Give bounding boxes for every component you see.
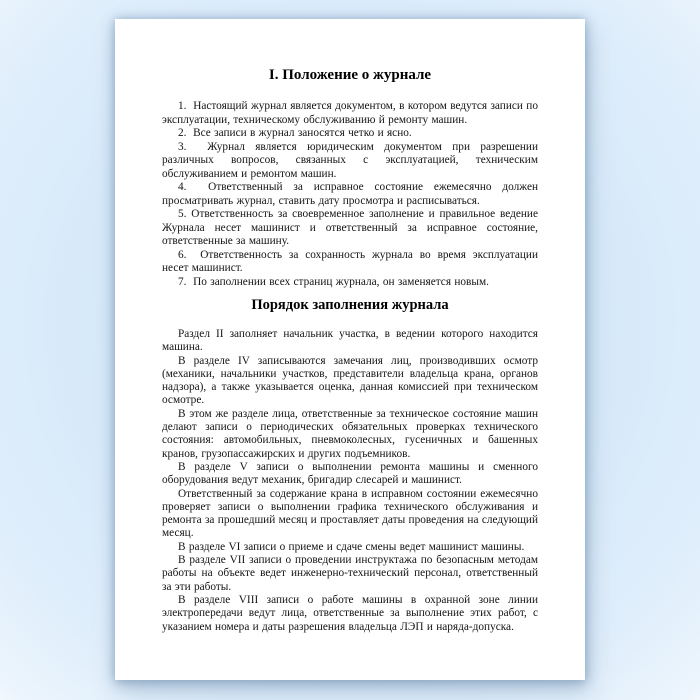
regulation-item: 5. Ответственность за своевременное заполнение и правильное ведение Журнала несет машинист и ответственный за исправное состояние, ответственные за машину. — [162, 208, 538, 247]
regulation-item: 1. Настоящий журнал является документом, в котором ведутся записи по эксплуатации, техническому обслуживанию й ремонту машин. — [162, 100, 538, 126]
regulation-item: 3. Журнал является юридическим документом при разрешении различных вопросов, связанных с эксплуатацией, техническим обслуживанием и ремонтом машин. — [162, 140, 538, 180]
procedure-paragraph: В этом же разделе лица, ответственные за техническое состояние машин делают записи о периодических обязательных проверках технического состояния: автомобильных, пневмоколесных, гусеничных и башенных кранов, грузопассажирских и других подъемников. — [162, 407, 538, 460]
procedure-paragraph: В разделе V записи о выполнении ремонта машины и сменного оборудования ведут механик, бригадир слесарей и машинист. — [162, 460, 538, 487]
page-title-regulations: I. Положение о журнале — [268, 67, 432, 83]
procedure-paragraph: Ответственный за содержание крана в исправном состоянии ежемесячно проверяет записи о выполнении графика технического обслуживания и ремонта за прошедший месяц и проставляет даты проведения на следующий месяц. — [162, 487, 538, 540]
regulation-item: 6. Ответственность за сохранность журнала во время эксплуатации несет машинист. — [162, 248, 538, 274]
filling-procedure-section — [162, 328, 538, 634]
regulation-item: 2. Все записи в журнал заносятся четко и ясно. — [178, 127, 412, 139]
document-page — [115, 19, 585, 680]
regulations-section — [162, 100, 538, 289]
procedure-paragraph: В разделе VI записи о приеме и сдаче смены ведет машинист машины. — [178, 540, 525, 553]
procedure-paragraph: В разделе IV записываются замечания лиц, производивших осмотр (механики, начальники участков, представители владельца крана, органов надзора), а также указывается оценка, данная комиссией при техническом осмотре. — [162, 354, 538, 407]
procedure-paragraph: В разделе VIII записи о работе машины в охранной зоне линии электропередачи ведут лица, ответственные за выполнение этих работ, с указанием номера и даты разрешения владельца ЛЭП и наряда-допуска. — [162, 593, 538, 633]
procedure-paragraph: Раздел II заполняет начальник участка, в ведении которого находится машина. — [162, 328, 538, 354]
regulation-item: 7. По заполнении всех страниц журнала, он заменяется новым. — [178, 275, 489, 288]
section-title-filling-procedure: Порядок заполнения журнала — [251, 297, 449, 313]
regulation-item: 4. Ответственный за исправное состояние ежемесячно должен просматривать журнал, ставить дату просмотра и расписываться. — [162, 181, 538, 207]
procedure-paragraph: В разделе VII записи о проведении инструктажа по безопасным методам работы на объекте ведет инженерно-технический персонал, ответственный за эти работы. — [162, 554, 538, 593]
